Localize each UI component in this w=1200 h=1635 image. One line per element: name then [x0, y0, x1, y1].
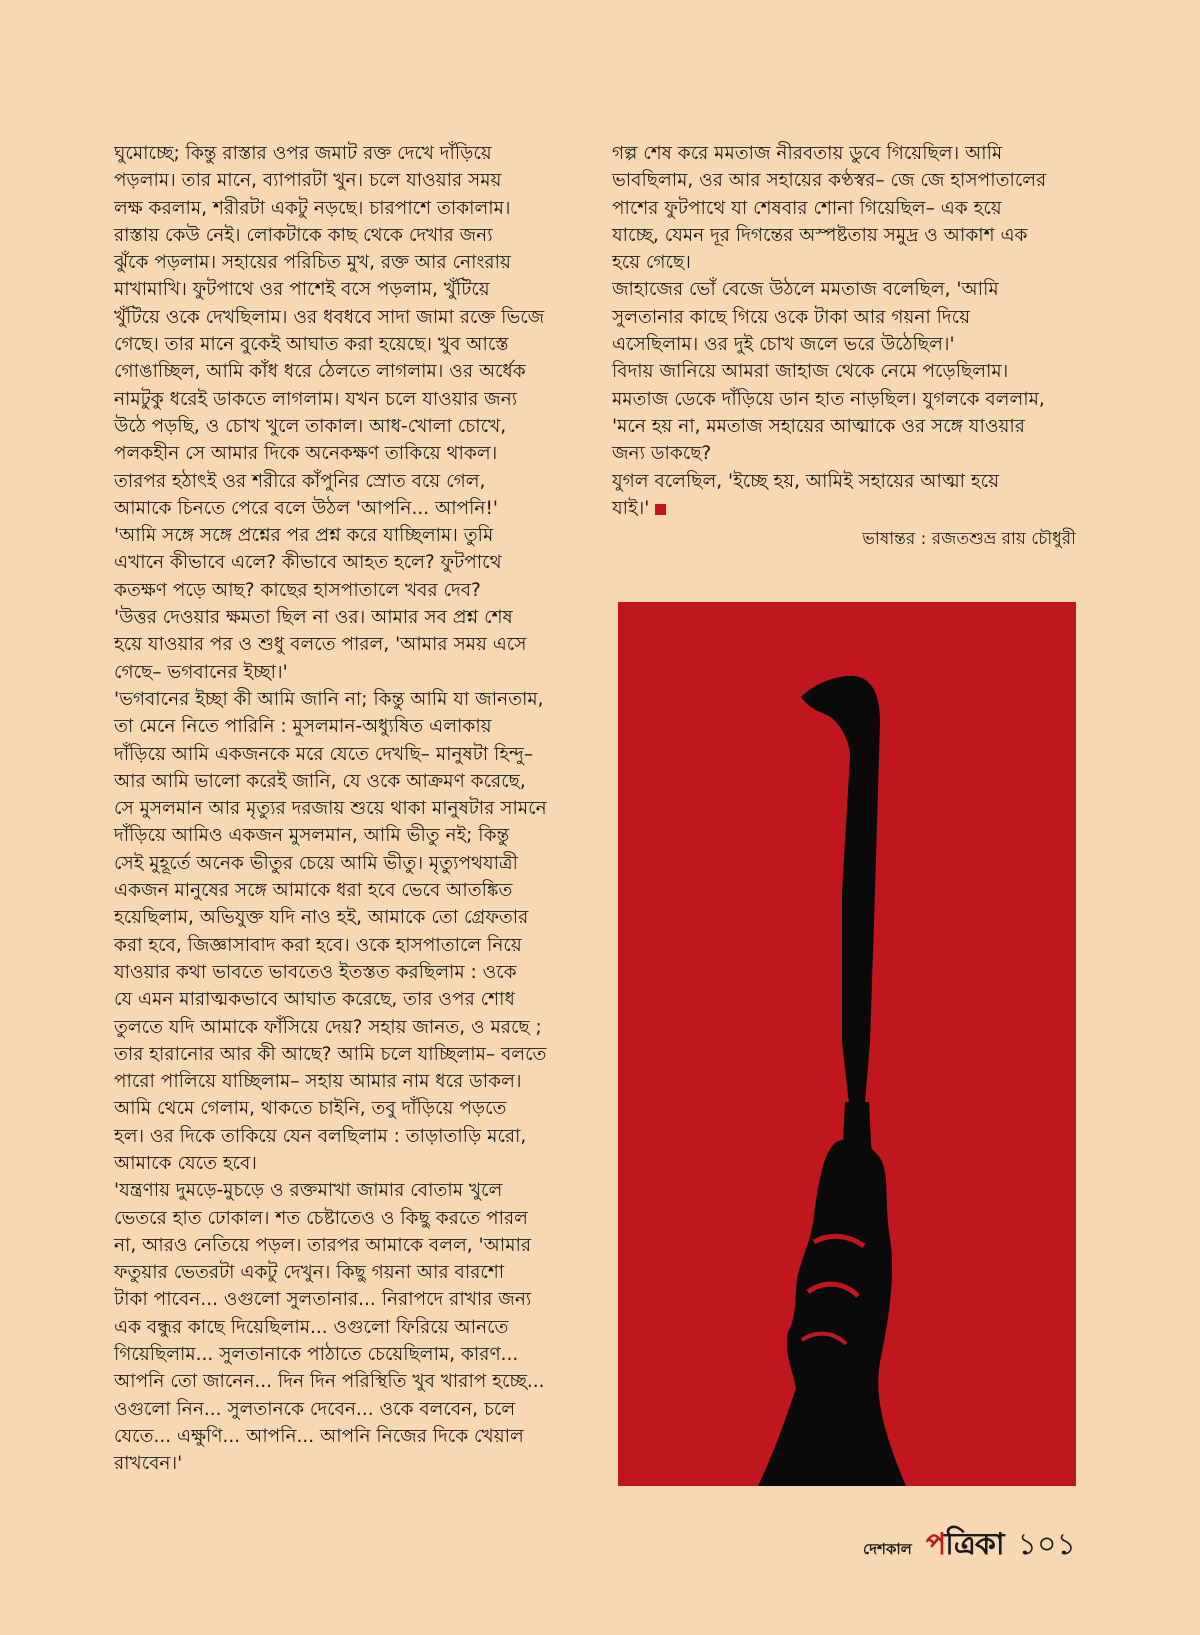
text-line-content: হয়ে গেছে।: [612, 252, 691, 274]
text-line: [114, 1014, 584, 1041]
text-line: [114, 1450, 584, 1477]
text-line: [114, 167, 584, 194]
text-line: [114, 222, 584, 249]
text-line-content: এখানে কীভাবে এলে? কীভাবে আহত হলে? ফুটপাথে: [114, 552, 502, 574]
text-line: [612, 276, 1076, 303]
text-line-content: আমাকে চিনতে পেরে বলে উঠল 'আপনি... আপনি!': [114, 497, 498, 519]
text-line: [114, 249, 584, 276]
text-line: [114, 1368, 584, 1395]
text-line: [114, 468, 584, 495]
page-footer: [863, 1520, 1076, 1571]
text-line: [114, 822, 584, 849]
text-line: [114, 495, 584, 522]
text-line: [114, 1396, 584, 1423]
text-line: [114, 1177, 584, 1204]
text-line-content: যাওয়ার কথা ভাবতে ভাবতেও ইতস্তত করছিলাম : ওকে: [114, 961, 517, 983]
text-line-content: 'উত্তর দেওয়ার ক্ষমতা ছিল না ওর। আমার সব প্রশ্ন শেষ: [114, 607, 513, 629]
text-line: [114, 304, 584, 331]
text-line-content: নামটুকু ধরেই ডাকতে লাগলাম। যখন চলে যাওয়ার জন্য: [114, 388, 518, 410]
text-line-content: যে এমন মারাত্মকভাবে আঘাত করেছে, তার ওপর শোধ: [114, 989, 515, 1011]
text-line-content: সে মুসলমান আর মৃত্যুর দরজায় শুয়ে থাকা মানুষটার সামনে: [114, 798, 547, 820]
text-line-content: পলকহীন সে আমার দিকে অনেকক্ষণ তাকিয়ে থাকল।: [114, 443, 498, 465]
text-line: [612, 413, 1076, 440]
text-line: [612, 304, 1076, 331]
text-line: [114, 1232, 584, 1259]
text-line: [114, 386, 584, 413]
text-line: [114, 659, 584, 686]
text-line-content: গল্প শেষ করে মমতাজ নীরবতায় ডুবে গিয়েছিল। আমি: [612, 143, 1003, 164]
text-line: [114, 1095, 584, 1122]
text-line: [114, 522, 584, 549]
text-line: [612, 249, 1076, 276]
text-line-content: ফতুয়ার ভেতরটা একটু দেখুন। কিছু গয়না আর বারশো: [114, 1262, 505, 1284]
text-line-content: জাহাজের ভোঁ বেজে উঠলে মমতাজ বলেছিল, 'আমি: [612, 279, 999, 301]
text-line-content: পারো পালিয়ে যাচ্ছিলাম– সহায় আমার নাম ধরে ডাকল।: [114, 1071, 522, 1093]
text-line-content: খুঁটিয়ে ওকে দেখছিলাম। ওর ধবধবে সাদা জামা রক্তে ভিজে: [114, 306, 545, 328]
text-line: [114, 986, 584, 1013]
text-line-content: তার হারানোর আর কী আছে? আমি চলে যাচ্ছিলাম– বলতে: [114, 1043, 547, 1065]
text-line-content: আমাকে যেতে হবে।: [114, 1152, 257, 1174]
text-line: [114, 850, 584, 877]
text-line-content: আর আমি ভালো করেই জানি, যে ওকে আক্রমণ করেছে,: [114, 770, 526, 792]
text-line-content: রাস্তায় কেউ নেই। লোকটাকে কাছ থেকে দেখার জন্য: [114, 224, 493, 246]
text-line-content: ঝুঁকে পড়লাম। সহায়ের পরিচিত মুখ, রক্ত আর নোংরায়: [114, 252, 511, 274]
text-line-content: তারপর হঠাৎই ওর শরীরে কাঁপুনির স্রোত বয়ে গেল,: [114, 470, 486, 492]
text-line-content: ভাবছিলাম, ওর আর সহায়ের কণ্ঠস্বর– জে জে হাসপাতালের: [612, 170, 1047, 192]
left-column: [114, 140, 584, 1478]
text-line-content: না, আরও নেতিয়ে পড়ল। তারপর আমাকে বলল, 'আমার: [114, 1234, 532, 1256]
text-line: [612, 495, 1076, 522]
text-line: [114, 276, 584, 303]
text-line-content: তুলতে যদি আমাকে ফাঁসিয়ে দেয়? সহায় জানত, ও মরছে ;: [114, 1016, 542, 1038]
text-line: [114, 932, 584, 959]
text-line: [114, 686, 584, 713]
text-line: [114, 741, 584, 768]
text-line-content: গেছে– ভগবানের ইচ্ছা।': [114, 661, 288, 683]
text-line-content: মাখামাখি। ফুটপাথে ওর পাশেই বসে পড়লাম, খুঁটিয়ে: [114, 279, 490, 301]
text-line: [612, 195, 1076, 222]
text-line: [114, 440, 584, 467]
text-line: [114, 577, 584, 604]
text-line: [612, 331, 1076, 358]
text-line: [612, 167, 1076, 194]
text-line-content: আমি থেমে গেলাম, থাকতে চাইনি, তবু দাঁড়িয়ে পড়তে: [114, 1098, 507, 1120]
text-line: [114, 331, 584, 358]
right-column: [612, 140, 1076, 522]
text-line-content: দাঁড়িয়ে আমিও একজন মুসলমান, আমি ভীতু নই; কিন্তু: [114, 825, 510, 847]
text-line-content: এক বন্ধুর কাছে দিয়েছিলাম... ওগুলো ফিরিয়ে আনতে: [114, 1316, 509, 1338]
text-line: [114, 1150, 584, 1177]
text-line-content: এসেছিলাম। ওর দুই চোখ জলে ভরে উঠেছিল।': [612, 334, 955, 356]
text-line: [114, 1314, 584, 1341]
text-line-content: 'মনে হয় না, মমতাজ সহায়ের আত্মাকে ওর সঙ্গে যাওয়ার: [612, 415, 1025, 437]
text-line-content: একজন মানুষের সঙ্গে আমাকে ধরা হবে ভেবে আতঙ্কিত: [114, 880, 513, 902]
text-line-content: গেছে। তার মানে বুকেই আঘাত করা হয়েছে। খুব আস্তে: [114, 334, 509, 356]
text-line: [114, 1286, 584, 1313]
text-line-content: টাকা পাবেন... ওগুলো সুলতানার... নিরাপদে রাখার জন্য: [114, 1289, 532, 1311]
machete-blade: [801, 676, 880, 1104]
text-line: [612, 222, 1076, 249]
text-line: [114, 713, 584, 740]
page-number: ১০১: [1017, 1527, 1076, 1562]
text-line-content: কতক্ষণ পড়ে আছ? কাছের হাসপাতালে খবর দেব?: [114, 579, 481, 601]
text-line-content: পড়লাম। তার মানে, ব্যাপারটা খুন। চলে যাওয়ার সময়: [114, 170, 502, 192]
text-line-content: হয়ে যাওয়ার পর ও শুধু বলতে পারল, 'আমার সময় এসে: [114, 634, 527, 656]
fist-silhouette: [758, 1139, 906, 1486]
text-line: [612, 440, 1076, 467]
text-line: [114, 1341, 584, 1368]
text-line-content: যাচ্ছে, যেমন দূর দিগন্তের অস্পষ্টতায় সমুদ্র ও আকাশ এক: [612, 224, 1028, 246]
text-line-content: উঠে পড়ছি, ও চোখ খুলে তাকাল। আধ-খোলা চোখে,: [114, 415, 507, 437]
text-line: [114, 795, 584, 822]
text-line: [114, 1423, 584, 1450]
text-line-content: সুলতানার কাছে গিয়ে ওকে টাকা আর গয়না দিয়ে: [612, 306, 970, 328]
magazine-logo-red-part: প: [925, 1527, 946, 1562]
text-line-content: যেতে... এক্ষুণি... আপনি... আপনি নিজের দিকে খেয়াল: [114, 1425, 524, 1447]
text-line: [114, 877, 584, 904]
text-line-content: 'আমি সঙ্গে সঙ্গে প্রশ্নের পর প্রশ্ন করে যাচ্ছিলাম। তুমি: [114, 525, 494, 547]
text-line-content: গিয়েছিলাম... সুলতানাকে পাঠাতে চেয়েছিলাম, কারণ...: [114, 1344, 519, 1366]
text-line-content: রাখবেন।': [114, 1453, 183, 1475]
machete-hand-illustration: [618, 602, 1076, 1486]
text-line: [114, 1041, 584, 1068]
text-line: [114, 1259, 584, 1286]
text-line: [114, 904, 584, 931]
text-line-content: ওগুলো নিন... সুলতানকে দেবেন... ওকে বলবেন, চলে: [114, 1398, 516, 1420]
machete-hand-svg: [618, 602, 1076, 1486]
text-line: [114, 1068, 584, 1095]
text-line-content: যুগল বলেছিল, 'ইচ্ছে হয়, আমিই সহায়ের আত্মা হয়ে: [612, 470, 999, 492]
magazine-logo: [926, 1520, 1004, 1571]
text-line-content: হয়েছিলাম, অভিযুক্ত যদি নাও হই, আমাকে তো গ্রেফতার: [114, 907, 529, 929]
story-end-mark-icon: [655, 504, 666, 515]
text-line-content: গোঙাচ্ছিল, আমি কাঁধ ধরে ঠেলতে লাগলাম। ওর অর্ধেক: [114, 361, 526, 383]
text-line-content: আপনি তো জানেন... দিন দিন পরিস্থিতি খুব খারাপ হচ্ছে...: [114, 1371, 545, 1393]
text-line-content: যাই।': [612, 497, 650, 519]
text-line-content: তা মেনে নিতে পারিনি : মুসলমান-অধ্যুষিত এলাকায়: [114, 716, 492, 738]
text-line: [114, 413, 584, 440]
text-line-content: সেই মুহূর্তে অনেক ভীতুর চেয়ে আমি ভীতু। মৃত্যুপথযাত্রী: [114, 852, 518, 874]
text-line: [612, 358, 1076, 385]
text-line: [612, 386, 1076, 413]
text-line-content: দাঁড়িয়ে আমি একজনকে মরে যেতে দেখছি– মানুষটা হিন্দু–: [114, 743, 534, 765]
text-line-content: লক্ষ করলাম, শরীরটা একটু নড়ছে। চারপাশে তাকালাম।: [114, 197, 511, 219]
text-line: [114, 604, 584, 631]
text-line-content: বিদায় জানিয়ে আমরা জাহাজ থেকে নেমে পড়েছিলাম।: [612, 361, 1009, 383]
translator-credit: ভাষান্তর : রজতশুভ্র রায় চৌধুরী: [862, 529, 1076, 549]
magazine-name-small: দেশকাল: [862, 1540, 912, 1558]
text-line-content: পাশের ফুটপাথে যা শেষবার শোনা গিয়েছিল– এক হয়ে: [612, 197, 1002, 219]
text-line-content: ভেতরে হাত ঢোকাল। শত চেষ্টাতেও ও কিছু করতে পারল: [114, 1207, 528, 1229]
text-line: [114, 549, 584, 576]
text-line: [114, 768, 584, 795]
magazine-logo-rest: ত্রিকা: [945, 1527, 1004, 1562]
text-line-content: ঘুমোচ্ছে; কিন্তু রাস্তার ওপর জমাট রক্ত দেখে দাঁড়িয়ে: [114, 143, 492, 164]
text-line: [612, 140, 1076, 167]
text-line-content: মমতাজ ডেকে দাঁড়িয়ে ডান হাত নাড়ছিল। যুগলকে বললাম,: [612, 388, 1045, 410]
text-line-content: 'ভগবানের ইচ্ছা কী আমি জানি না; কিন্তু আমি যা জানতাম,: [114, 688, 544, 710]
text-line-content: 'যন্ত্রণায় দুমড়ে-মুচড়ে ও রক্তমাখা জামার বোতাম খুলে: [114, 1180, 503, 1202]
text-line: [612, 468, 1076, 495]
text-line: [114, 631, 584, 658]
text-line: [114, 1123, 584, 1150]
text-line: [114, 140, 584, 167]
text-line-content: জন্য ডাকছে?: [612, 443, 712, 465]
text-line: [114, 1205, 584, 1232]
text-line: [114, 959, 584, 986]
text-line-content: হল। ওর দিকে তাকিয়ে যেন বলছিলাম : তাড়াতাড়ি মরো,: [114, 1125, 527, 1147]
text-line: [114, 195, 584, 222]
text-line-content: করা হবে, জিজ্ঞাসাবাদ করা হবে। ওকে হাসপাতালে নিয়ে: [114, 934, 522, 956]
text-line: [114, 358, 584, 385]
